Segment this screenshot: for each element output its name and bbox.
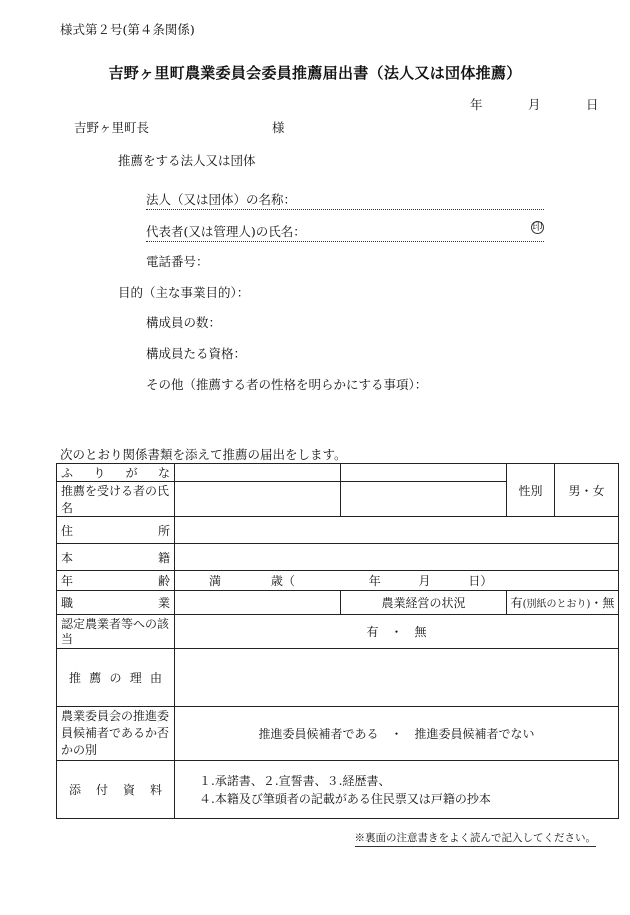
- furigana-input-2[interactable]: [341, 464, 507, 482]
- name-input-1[interactable]: [175, 482, 341, 517]
- occupation-input[interactable]: [175, 591, 341, 615]
- name-label: 推薦を受ける者の氏名: [57, 482, 175, 517]
- farm-status-note: (別紙のとおり): [522, 599, 591, 610]
- reason-input[interactable]: [175, 649, 619, 707]
- org-name-field[interactable]: [146, 190, 544, 210]
- gender-label: 性別: [507, 464, 555, 517]
- age-sai: 歳（: [270, 574, 295, 588]
- phone-label: 電話番号：: [146, 254, 209, 269]
- age-month: 月: [418, 574, 431, 588]
- farm-status-no: ・無: [590, 596, 615, 610]
- candidate-value[interactable]: 推進委員候補者である ・ 推進委員候補者でない: [175, 707, 619, 761]
- date-year-label: 年: [470, 97, 483, 112]
- other-label: その他（推薦する者の性格を明らかにする事項）：: [146, 377, 428, 392]
- attachments-line-1: １.承諾書、２.宣誓書、３.経歴書、: [199, 773, 391, 788]
- honorific: 様: [272, 120, 285, 135]
- address-input[interactable]: [175, 517, 619, 544]
- representative-label: 代表者(又は管理人)の氏名：: [146, 224, 306, 239]
- qualification-label: 構成員たる資格：: [146, 346, 247, 361]
- farm-status-yes: 有: [510, 596, 523, 610]
- age-label: 年齢: [57, 571, 175, 591]
- certified-label: 認定農業者等への該当: [57, 615, 175, 649]
- domicile-input[interactable]: [175, 544, 619, 571]
- representative-field[interactable]: [146, 222, 544, 242]
- attachments-line-2: ４.本籍及び筆頭者の記載がある住民票又は戸籍の抄本: [199, 791, 491, 806]
- occupation-label: 職業: [57, 591, 175, 615]
- date-day-label: 日: [586, 97, 599, 112]
- name-input-2[interactable]: [341, 482, 507, 517]
- form-number: 様式第２号(第４条関係): [60, 22, 195, 37]
- attachments-list: [175, 761, 619, 819]
- footer-note: ※裏面の注意書きをよく読んで記入してください。: [355, 830, 597, 847]
- members-label: 構成員の数：: [146, 315, 222, 330]
- date-month-label: 月: [528, 97, 541, 112]
- purpose-label: 目的（主な事業目的）：: [118, 285, 250, 300]
- org-name-label: 法人（又は団体）の名称：: [146, 192, 297, 207]
- address-label: 住所: [57, 517, 175, 544]
- age-day: 日）: [468, 574, 493, 588]
- attachments-label: 添付資料: [57, 761, 175, 819]
- recommendation-table: [56, 463, 619, 819]
- furigana-input-1[interactable]: [175, 464, 341, 482]
- seal-mark: 印: [532, 222, 543, 233]
- farm-status-value[interactable]: [507, 591, 619, 615]
- reason-label: 推薦の理由: [57, 649, 175, 707]
- gender-value[interactable]: 男・女: [555, 464, 619, 517]
- addressee: 吉野ヶ里町長: [74, 120, 150, 135]
- age-full: 満: [209, 574, 222, 588]
- farm-status-label: 農業経営の状況: [341, 591, 507, 615]
- recommender-heading: 推薦をする法人又は団体: [118, 153, 256, 168]
- age-year: 年: [368, 574, 381, 588]
- intro-text: 次のとおり関係書類を添えて推薦の届出をします。: [60, 447, 347, 462]
- age-input[interactable]: [175, 571, 619, 591]
- certified-value[interactable]: 有 ・ 無: [175, 615, 619, 649]
- furigana-label: ふりがな: [57, 464, 175, 482]
- candidate-label: 農業委員会の推進委員候補者であるか否かの別: [57, 707, 175, 761]
- domicile-label: 本籍: [57, 544, 175, 571]
- document-title: 吉野ヶ里町農業委員会委員推薦届出書（法人又は団体推薦）: [108, 64, 522, 82]
